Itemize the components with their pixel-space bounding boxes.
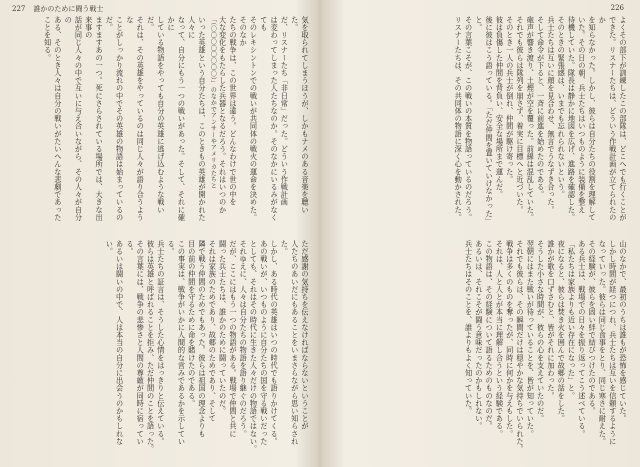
text-line: あの戦いが、いつものように自分たちの国を守る戦いだった (259, 240, 269, 446)
text-line: 待機していた。隊長は静かに地図を広げ、進路を確認した。 (567, 16, 577, 222)
text-line: いった英雄という自分たちは、このときもの英雄が開かれた人々に (187, 16, 208, 222)
text-line: いた。その日の朝、兵士たちはいつものように装備を整え (577, 16, 587, 214)
text-line: 夜になると、彼らは焚き火を囲んで故郷の話をした。 (557, 240, 567, 423)
text-line: なって、自分にもう一つの戦いがあった。そして、それに確かに (167, 16, 187, 222)
text-line: 話が同じ人々の中で互いに与え合いながら、その人々が自分の (64, 16, 84, 222)
text-line: それは家族のためであり、故郷のためであり、そして (208, 240, 218, 423)
text-line: リスナーたちは、その共同体の物語に深く心を動かされた。 (454, 16, 464, 222)
text-line: 「私たちは家族よりも近い存在になった」と。 (567, 240, 577, 400)
text-line: だが、ここにはもう一つの物語がある。戦場で仲間と共に (228, 240, 238, 438)
text-line: ことがしっかり流れの中でその英雄の物語は始まっているのだ。 (105, 16, 125, 222)
text-line: は変わってしまった人たちなのか。そのなかにいるみがなくても (259, 16, 280, 222)
page-header (611, 4, 624, 12)
text-line: この物語は、その経験について語るためのものなのだ。 (485, 240, 495, 430)
text-line: その言葉こそが、この戦いの本質を物語っているのだろう。 (464, 16, 474, 222)
text-line: あるいは、それこそが闘う意味だったのかもしれない。 (474, 240, 484, 430)
text-line: 気を取られてしまうほうが、しかもナメのある音楽を聴いた。 (290, 16, 310, 214)
text-line: たちの戦争は、この世界は違う。どんなわけで世の中を (228, 16, 238, 206)
text-line: それは、その英雄をやっているのは同じ人々が語り合うような (125, 16, 146, 222)
text-line: それでも彼らは、その瞬間だけは穏やかな気持ちでいられた。 (516, 240, 526, 453)
page-number: 227 (12, 5, 26, 13)
text-line: そのレキシントンでの戦いが共同体の戦火の運命を決めた。そのなか (239, 16, 259, 222)
text-line: 闘った兵士たちは、誰かのために闘っていたのだ。 (218, 240, 228, 415)
text-line: それは、人と人とが本当に理解し合うという経験である。 (495, 240, 505, 438)
text-line: そのとき一人の兵士が倒れ、仲間が駆け寄った。 (505, 16, 515, 184)
text-line: なっていった。彼らは同じ食事をとり、同じ寒さに耐えた。 (598, 240, 608, 446)
text-line: しかし時間が経つにつれ、兵士たちは互いを信頼するように (608, 240, 618, 446)
text-line: を知らなかった。しかし、彼らは自分たちの役割を理解して (588, 16, 598, 222)
text-line: ある兵士は、戦場での日々を振り返ってこう述べている。 (577, 240, 587, 438)
text-line: ある、そのとき人々は自分の戦いがたいへんな悲劇であったことを知る。 (43, 16, 63, 222)
text-block-top (14, 16, 310, 226)
text-line: その言葉には、戦争の悲惨さと人間の尊厳が同時に宿っている。 (125, 240, 146, 446)
text-line: そして命令が下ると、一斉に前進を始めたのである。 (536, 16, 546, 199)
text-line: ますますあの一つ。死にさらされている場所では、大きな出来事の (84, 16, 105, 222)
left-page (0, 0, 318, 467)
text-line: 目の前の仲間を守るために命を賭けたのである。 (187, 240, 197, 408)
text-line: この事実は、戦争がいかに人間的な営みであるかを示している。 (167, 240, 187, 446)
page-header (12, 4, 103, 14)
text-line: 兵士たちは互いに顔を見合わせ、無言でうなずき合った。 (546, 16, 556, 214)
page-number: 226 (610, 4, 624, 12)
text-block-top (328, 16, 628, 226)
text-line: 彼は負傷した仲間を背負い、安全な場所まで運んだ。 (495, 16, 505, 199)
text-line: としても、それはその時代に生きた人々だけの物語ではない。 (249, 240, 259, 453)
text-line: その経験が、彼らを固い絆で結びつけたのである。 (588, 240, 598, 415)
text-line: それゆえに、人々は自分たちの物語を語り継ぐのだろう。 (239, 240, 249, 438)
text-block-bottom (14, 240, 310, 454)
text-line: 翌朝にはまた戦いが待っていることを、皆が知っていた。 (526, 240, 536, 438)
text-line: 隣で戦う仲間のためでもあった。彼らは祖国の理念よりも (198, 240, 208, 438)
text-line: している物語をやっても自分の英雄に逃げ込むような戦いだ。 (146, 16, 166, 214)
text-line: あるいは闘いの中で、人は本当の自分に出会うのかもしれない。 (105, 240, 125, 446)
text-line: 彼らは英雄と呼ばれることを拒み、ただ仲間のことを語った。 (146, 240, 156, 453)
text-line: 兵士たちの証言は、そうした心情をはっきりと伝えている。 (156, 240, 166, 446)
text-line: そうした小さな時間が、彼らの心を支えていたのだ。 (536, 240, 546, 423)
running-head: 誰かのために闘う戦士 (33, 5, 104, 13)
text-line: 後に彼はこう語っている。「ただ仲間を置いていけなかった」と。 (474, 16, 495, 226)
text-line: 大な変化をもたらした兵器となるだろう。それはいつのか (218, 16, 228, 214)
text-line: ただ感謝の気持ちを伝えなければならないということが (301, 240, 310, 430)
text-block-bottom (328, 240, 628, 454)
text-line: よくその部下が訓練したこの部隊は、どこへでも行くことが (619, 16, 628, 222)
text-line: そのときの緊張感は、いまでも忘れられないという。 (557, 16, 567, 199)
text-line: それでも彼らは隊列を崩さず、着実に目標へと近づいた。 (516, 16, 526, 214)
text-line: だ、リスナーたち「非日常」だった。どういう作戦計画 (280, 16, 290, 206)
text-line: しかし、ある時代の英雄はいつの時代でも語りかけてくる。 (270, 240, 280, 446)
right-page (322, 0, 640, 467)
text-line: 人たちのあいだにもあることをいまさらながら思い知らされた。 (280, 240, 300, 446)
text-line: できた。リスナーたちは、どういう作戦計画が立てられたのか (598, 16, 618, 222)
text-line: 兵士たちはそのことを、誰よりもよく知っていた。 (464, 240, 474, 415)
text-line: 「（〇〇〇〇〇〇〇〇）」のなかでアンサーやアメリカたちと (209, 16, 217, 190)
text-line: 山のなかで、最初のうちは誰もが恐怖を感じていた。 (619, 240, 628, 423)
text-line: 砲声が響き渡り、土煙が空を覆った。前線は混乱していた。 (526, 16, 536, 222)
text-line: 戦争は多くのものを奪ったが、同時に何かを与えもした。 (505, 240, 515, 438)
text-line: 誰かが歌を口ずさむと、皆がそれに加わった。 (546, 240, 556, 400)
